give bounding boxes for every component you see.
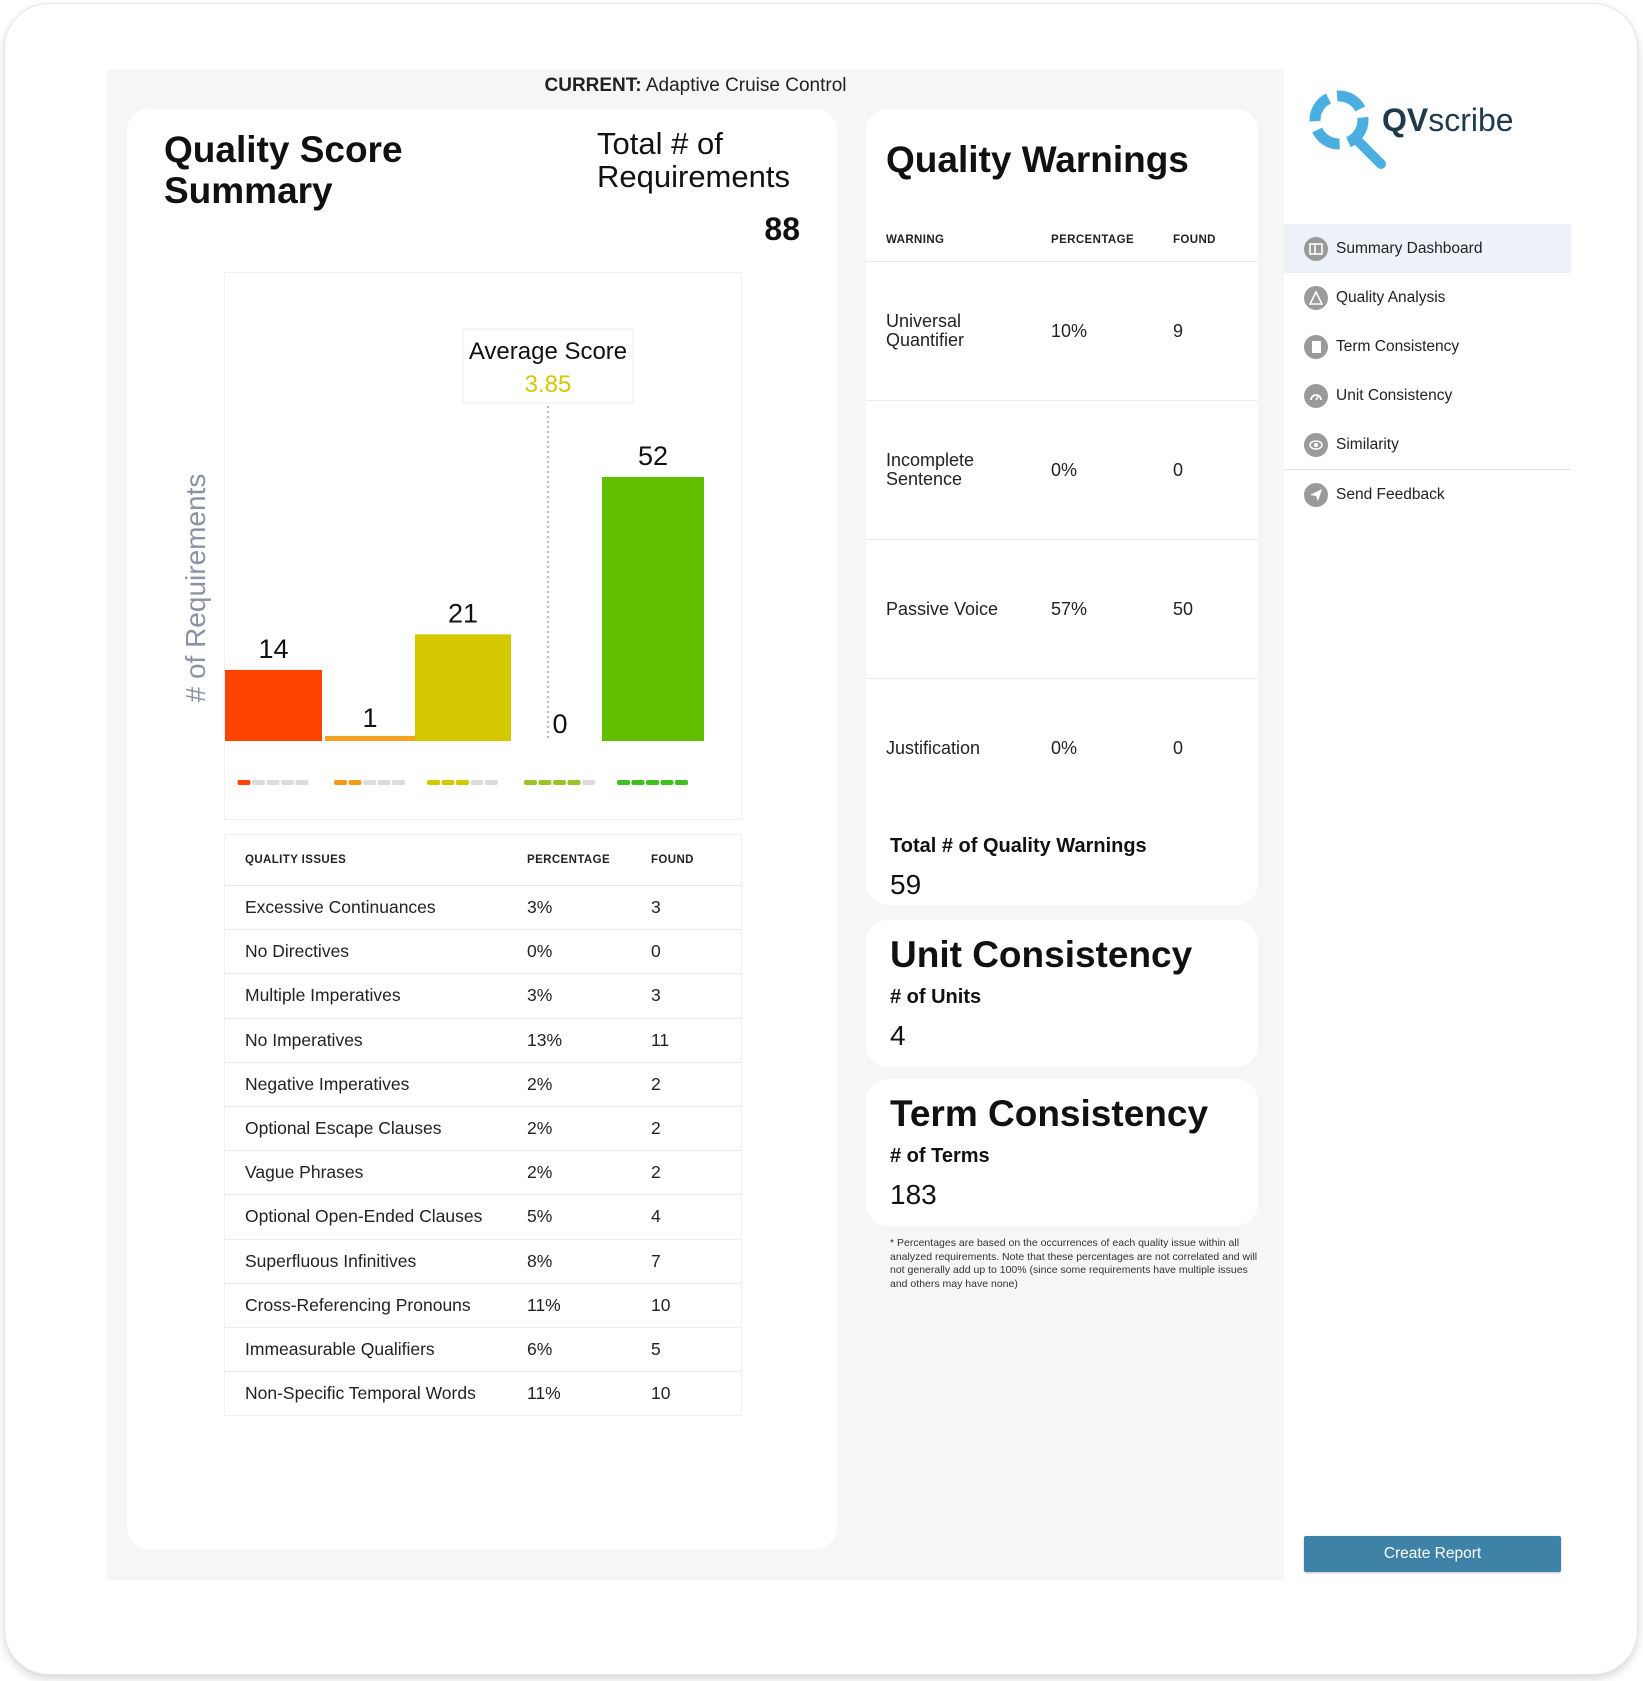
issue-name: Vague Phrases: [245, 1162, 364, 1183]
warning-name: Universal Quantifier: [886, 311, 965, 350]
bar-value-label: 14: [258, 633, 289, 664]
average-score-label: Average Score: [468, 338, 628, 365]
score-level-segment: [267, 780, 280, 785]
table-row: [225, 886, 741, 930]
bar-score-1: [225, 670, 322, 741]
issue-percentage: 2%: [527, 1162, 553, 1183]
bar-value-label: 1: [362, 703, 378, 733]
score-level-segment: [238, 780, 251, 785]
score-level-segment: [582, 780, 595, 785]
issue-percentage: 5%: [527, 1206, 553, 1227]
score-summary-title: Quality Score Summary: [164, 129, 403, 211]
issue-found: 3: [651, 985, 661, 1006]
sidebar-item-label: Unit Consistency: [1336, 386, 1453, 404]
warning-name: Passive Voice: [886, 598, 999, 619]
issue-percentage: 11%: [527, 1383, 561, 1404]
table-row: [225, 1372, 741, 1415]
send-icon: [1304, 483, 1328, 507]
issue-percentage: 3%: [527, 897, 553, 918]
warning-found: 9: [1173, 320, 1184, 341]
issue-name: No Directives: [245, 941, 350, 962]
issue-found: 10: [651, 1383, 671, 1404]
issue-found: 4: [651, 1206, 661, 1227]
bar-value-label: 52: [637, 441, 669, 471]
quality-issues-header: [225, 835, 741, 886]
score-level-segment: [252, 780, 265, 785]
table-row: [866, 262, 1258, 401]
dashboard-canvas: [107, 69, 1284, 1580]
header-found: FOUND: [1173, 234, 1216, 246]
total-warnings-value: 59: [890, 869, 922, 900]
quality-warnings-title: Quality Warnings: [886, 139, 1189, 180]
sidebar-item-term-consistency[interactable]: [1284, 322, 1571, 371]
score-level-segment: [632, 780, 645, 785]
logo-wordmark: [1382, 102, 1514, 139]
issue-percentage: 2%: [527, 1118, 553, 1139]
units-label: # of Units: [890, 986, 982, 1008]
bar-score-5: [602, 477, 704, 741]
header-percentage: PERCENTAGE: [1051, 234, 1135, 246]
header-quality-issues: QUALITY ISSUES: [245, 854, 347, 866]
score-level-segment: [539, 780, 552, 785]
magnifier-logo-icon: [1303, 84, 1393, 170]
score-level-segment: [349, 780, 362, 785]
table-row: [225, 974, 741, 1018]
issue-found: 2: [651, 1118, 661, 1139]
issue-percentage: 11%: [527, 1294, 561, 1315]
warning-name: Justification: [886, 737, 981, 758]
sidebar-item-send-feedback[interactable]: [1284, 470, 1571, 519]
table-row: [866, 540, 1258, 679]
score-level-segment: [553, 780, 566, 785]
logo-light: scribe: [1428, 102, 1514, 138]
unit-consistency-title: Unit Consistency: [890, 934, 1193, 975]
total-requirements-label: Total # of Requirements: [597, 126, 790, 194]
score-level-segment: [524, 780, 537, 785]
issue-found: 7: [651, 1250, 661, 1271]
issue-percentage: 2%: [527, 1073, 553, 1094]
issue-name: Superfluous Infinitives: [245, 1250, 417, 1271]
issue-found: 3: [651, 897, 661, 918]
warnings-header: [866, 219, 1258, 262]
sidebar-item-quality-analysis[interactable]: [1284, 273, 1571, 322]
issue-percentage: 6%: [527, 1338, 553, 1359]
eye-icon: [1304, 433, 1328, 457]
current-project-name: Adaptive Cruise Control: [645, 75, 847, 96]
warning-name: Incomplete Sentence: [886, 450, 975, 489]
score-level-segment: [363, 780, 376, 785]
total-warnings-label: Total # of Quality Warnings: [890, 835, 1147, 857]
issue-name: Cross-Referencing Pronouns: [245, 1294, 471, 1315]
score-distribution-chart: [180, 273, 741, 819]
average-score-value: 3.85: [524, 371, 572, 398]
dashboard-icon: [1304, 237, 1328, 261]
issue-percentage: 13%: [527, 1029, 563, 1050]
warning-found: 0: [1173, 459, 1184, 480]
term-consistency-card: [866, 1079, 1258, 1226]
table-row: [225, 1195, 741, 1239]
sidebar-item-label: Similarity: [1336, 435, 1399, 453]
sidebar-item-label: Send Feedback: [1336, 485, 1445, 503]
table-row: [225, 1019, 741, 1063]
quality-score-card: [127, 109, 837, 1549]
warning-found: 50: [1173, 598, 1194, 619]
issue-found: 11: [651, 1029, 670, 1050]
chart-svg: [180, 273, 741, 819]
score-level-segment: [485, 780, 498, 785]
issue-name: Immeasurable Qualifiers: [245, 1338, 435, 1359]
score-level-segment: [296, 780, 309, 785]
qvscribe-logo: [1303, 84, 1533, 170]
bar-score-3: [415, 634, 511, 741]
table-row: [225, 930, 741, 974]
sidebar-item-label: Term Consistency: [1336, 337, 1460, 355]
score-level-segment: [675, 780, 688, 785]
sidebar-item-label: Summary Dashboard: [1336, 239, 1483, 257]
table-row: [225, 1328, 741, 1372]
quality-issues-table: [225, 835, 741, 1415]
issue-name: Optional Escape Clauses: [245, 1118, 442, 1139]
table-row: [866, 401, 1258, 540]
term-consistency-title: Term Consistency: [890, 1093, 1209, 1134]
bar-score-2: [325, 736, 415, 741]
bar-value-label: 21: [447, 598, 479, 629]
score-level-segment: [456, 780, 469, 785]
issue-name: Multiple Imperatives: [245, 985, 401, 1006]
issue-name: No Imperatives: [245, 1029, 363, 1050]
table-row: [866, 679, 1258, 817]
book-icon: [1304, 335, 1328, 359]
issue-found: 0: [651, 941, 661, 962]
score-level-segment: [378, 780, 391, 785]
footnote: * Percentages are based on the occurrences of each quality issue within all analyzed requirements. Note that these percentages are not correlated and will not generally add up to 100% (since some requirements have multiple issues and others may have none): [890, 1237, 1258, 1290]
table-row: [225, 1240, 741, 1284]
warning-icon: [1304, 286, 1328, 310]
table-row: [225, 1063, 741, 1107]
score-level-segment: [568, 780, 581, 785]
y-axis-label: # of Requirements: [180, 473, 211, 703]
table-row: [225, 1107, 741, 1151]
warning-percentage: 0%: [1051, 737, 1078, 758]
warning-percentage: 10%: [1051, 320, 1088, 341]
current-label: CURRENT:: [544, 75, 642, 96]
sidebar-nav: [1284, 224, 1571, 519]
unit-consistency-card: [866, 920, 1258, 1067]
terms-value: 183: [890, 1179, 937, 1210]
score-level-segment: [334, 780, 347, 785]
current-project: [107, 75, 1284, 97]
score-level-segment: [661, 780, 674, 785]
logo-bold: QV: [1382, 102, 1429, 138]
sidebar-item-label: Quality Analysis: [1336, 288, 1446, 306]
terms-label: # of Terms: [890, 1145, 990, 1167]
table-row: [225, 1284, 741, 1328]
score-level-segment: [471, 780, 484, 785]
issue-found: 2: [651, 1162, 661, 1183]
total-requirements-value: 88: [764, 211, 800, 247]
score-level-segment: [617, 780, 630, 785]
gauge-icon: [1304, 384, 1328, 408]
issue-found: 10: [651, 1294, 671, 1315]
header-found: FOUND: [651, 854, 694, 866]
score-level-segment: [427, 780, 440, 785]
warning-found: 0: [1173, 737, 1184, 758]
header-percentage: PERCENTAGE: [527, 854, 611, 866]
issue-found: 5: [651, 1338, 661, 1359]
issue-name: Non-Specific Temporal Words: [245, 1383, 476, 1404]
table-row: [225, 1151, 741, 1195]
header-warning: WARNING: [886, 234, 945, 246]
bar-value-label: 0: [552, 709, 568, 739]
issue-percentage: 0%: [527, 941, 553, 962]
issue-name: Negative Imperatives: [245, 1073, 410, 1094]
score-level-segment: [646, 780, 659, 785]
warning-percentage: 57%: [1051, 598, 1088, 619]
score-level-segment: [281, 780, 294, 785]
warnings-rows: [866, 262, 1258, 817]
issue-percentage: 8%: [527, 1250, 553, 1271]
score-level-segment: [392, 780, 405, 785]
warning-percentage: 0%: [1051, 459, 1078, 480]
quality-warnings-card: [866, 109, 1258, 905]
score-level-segment: [442, 780, 455, 785]
units-value: 4: [890, 1020, 906, 1051]
issue-name: Optional Open-Ended Clauses: [245, 1206, 483, 1227]
issue-percentage: 3%: [527, 985, 553, 1006]
create-report-button[interactable]: Create Report: [1304, 1536, 1561, 1572]
sidebar-item-unit-consistency[interactable]: [1284, 371, 1571, 420]
issue-name: Excessive Continuances: [245, 897, 436, 918]
sidebar-item-summary-dashboard[interactable]: [1284, 224, 1571, 273]
issue-found: 2: [651, 1073, 661, 1094]
sidebar-item-similarity[interactable]: [1284, 420, 1571, 469]
